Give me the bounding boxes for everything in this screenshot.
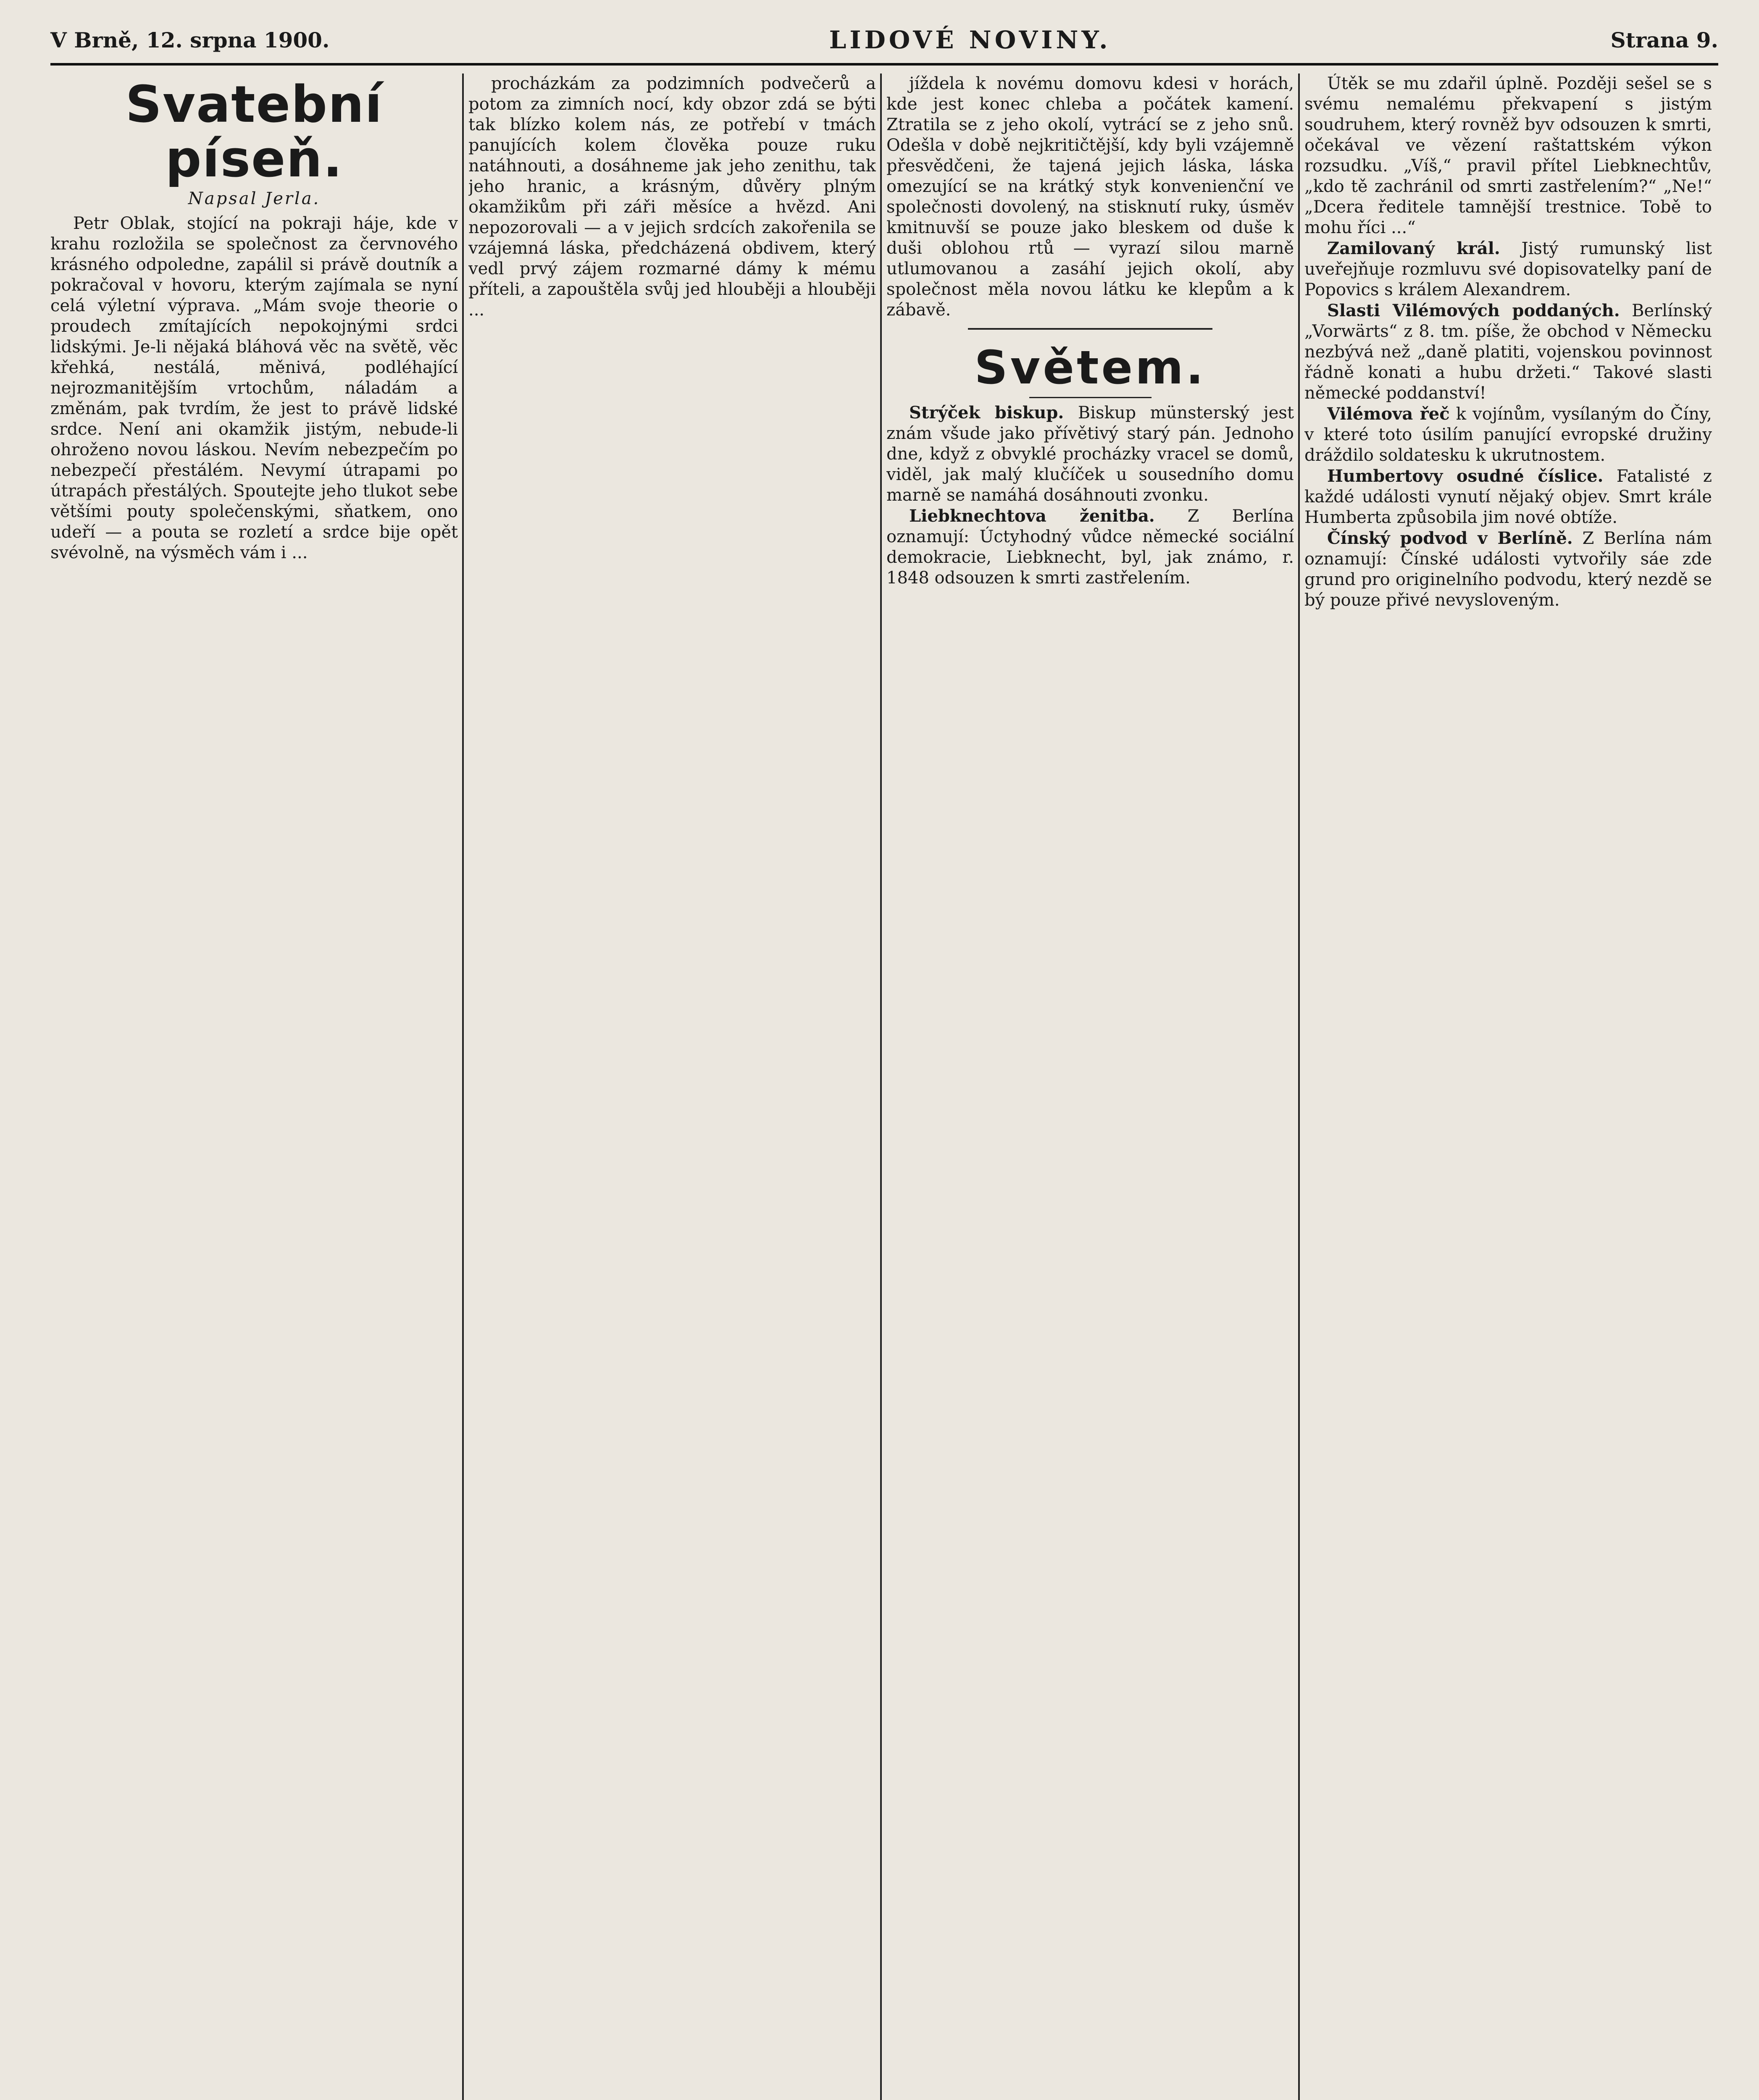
- news-item-text: Z Berlína oznamují: Úctyhodný vůdce německé sociální demokracie, Liebknecht, byl, jak známo, r. 1848 odsouzen k smrti zastřelením.: [886, 507, 1294, 588]
- news-item-head: Slasti Vilémových poddaných.: [1327, 301, 1620, 320]
- article-text: Útěk se mu zdařil úplně. Později sešel se s svému nemalému překvapení s jistým soudruhem, který rovněž byv odsouzen k smrti, očekával ve vězení raštattském výkon rozsudku. „Víš,“ pravil přítel Liebknechtův, „kdo tě zachránil od smrti zastřelením?“ „Ne!“ „Dcera ředitele tamnější trestnice. Tobě to mohu říci ...“: [1304, 74, 1712, 237]
- page-header: [50, 17, 1718, 63]
- news-item-text: Berlínský „Vorwärts“ z 8. tm. píše, že obchod v Německu nezbývá než „daně platiti, vojenskou povinnost řádně konati a hubu držeti.“ Takové slasti německé poddanství!: [1304, 301, 1712, 403]
- article-text: Petr Oblak, stojící na pokraji háje, kde v krahu rozložila se společnost za červnového krásného odpoledne, zapálil si právě doutník a pokračoval v hovoru, kterým zajímala se nyní celá výletní výprava. „Mám svoje theorie o proudech zmítajících nepokojnými srdci lidskými. Je-li nějaká bláhová věc na světě, věc křehká, nestálá, měnivá, podléhající nejrozmanitějším vrtochům, náladám a změnám, pak tvrdím, že jest to právě lidské srdce. Není ani okamžik jistým, nebude-li ohroženo novou láskou. Nevím nebezpečím po nebezpečí přestálém. Nevymí útrapami po útrapách přestálých. Spoutejte jeho tlukot sebe většími pouty společenskými, sňatkem, ono udeří — a pouta se rozletí a srdce bije opět svévolně, na výsměch vám i ...: [50, 214, 458, 562]
- news-item: [1304, 238, 1712, 300]
- news-item: [1304, 300, 1712, 404]
- news-item-head: Humbertovy osudné číslice.: [1327, 466, 1604, 486]
- masthead-title: LIDOVÉ NOVINY.: [829, 26, 1111, 54]
- news-item-text: k vojínům, vysílaným do Číny, v které toto úsilím panující evropské družiny dráždilo soldatesku k ukrutnostem.: [1304, 404, 1712, 465]
- news-item: [1304, 404, 1712, 466]
- section-title: Světem.: [974, 341, 1206, 394]
- header-date: V Brně, 12. srpna 1900.: [50, 27, 330, 52]
- header-rule: [50, 63, 1718, 66]
- news-item-text: Fatalisté z každé události vynutí nějaký objev. Smrt krále Humberta způsobila jim nové obtíže.: [1304, 467, 1712, 527]
- news-item-head: Liebknechtova ženitba.: [909, 506, 1155, 526]
- column-1: [50, 74, 458, 2100]
- news-item-head: Vilémova řeč: [1327, 404, 1450, 424]
- news-item-head: Čínský podvod v Berlíně.: [1327, 528, 1573, 548]
- article-text: procházkám za podzimních podvečerů a potom za zimních nocí, kdy obzor zdá se býti tak blízko kolem nás, ze potřebí v tmách panujících kolem člověka pouze ruku natáhnouti, a dosáhneme jak jeho zenithu, tak jeho hranic, a krásným, důvěry plným okamžikům při záři měsíce a hvězd. Ani nepozorovali — a v jejich srdcích zakořenila se vzájemná láska, předcházená obdivem, který vedl prvý zájem rozmarné dámy k mému příteli, a zapouštěla svůj jed hlouběji a hlouběji ...: [468, 74, 876, 320]
- news-item-head: Zamilovaný král.: [1327, 239, 1500, 258]
- column-4: [1304, 74, 1712, 2100]
- column-divider: [462, 74, 464, 2100]
- column-3: [886, 74, 1294, 2100]
- page-number: Strana 9.: [1610, 27, 1718, 52]
- article-title: Svatební píseň.: [125, 76, 383, 189]
- news-item-head: Strýček biskup.: [909, 403, 1064, 423]
- column-2: [468, 74, 876, 2100]
- article-text: jíždela k novému domovu kdesi v horách, kde jest konec chleba a počátek kamení. Ztratila se z jeho okolí, vytrácí se z jeho snů. Odešla v době nejkritičtější, kdy byli vzájemně přesvědčeni, že tajená jejich láska, láska omezující se na krátký styk konvenienční ve společnosti dovolený, na stisknutí ruky, úsměv kmitnuvší se pouze jako bleskem od duše k duši oblohou rtů — vyrazí silou marně utlumovanou a zasáhí jejich okolí, aby společnost měla novou látku ke klepům a k zábavě.: [886, 74, 1294, 320]
- news-item-text: Z Berlína nám oznamují: Čínské události vytvořily sáe zde grund pro originelního podvodu, který nezdě se bý pouze přivé nevysloveným.: [1304, 529, 1712, 610]
- news-item-text: Biskup münsterský jest znám všude jako přívětivý starý pán. Jednoho dne, když z obvyklé procházky vracel se domů, viděl, jak malý klučíček u sousedního domu marně se namáhá dosáhnouti zvonku.: [886, 403, 1294, 505]
- news-item: [886, 506, 1294, 588]
- article-byline: Napsal Jerla.: [188, 189, 321, 208]
- news-item: [1304, 528, 1712, 611]
- section-rule: [1029, 397, 1152, 398]
- news-item: [886, 402, 1294, 506]
- news-item-text: Jistý rumunský list uveřejňuje rozmluvu své dopisovatelky paní de Popovics s králem Alexandrem.: [1304, 239, 1712, 299]
- news-item: [1304, 466, 1712, 528]
- column-divider: [880, 74, 882, 2100]
- column-divider: [1298, 74, 1300, 2100]
- article-end-rule: [968, 328, 1212, 330]
